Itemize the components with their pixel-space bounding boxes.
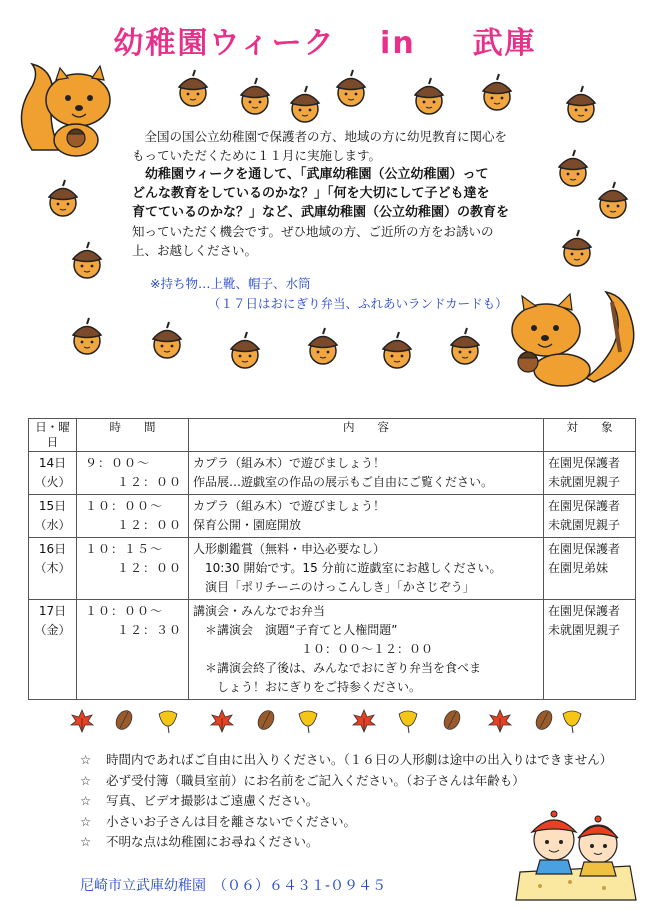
acorn-icon bbox=[564, 84, 598, 124]
row-target-line: 未就園児親子 bbox=[548, 518, 621, 532]
items-to-bring-note: （１７日はおにぎり弁当、ふれあいランドカードも） bbox=[208, 296, 508, 311]
row-content-line: １０：００～１２：００ bbox=[193, 642, 434, 656]
acorn-icon bbox=[380, 330, 414, 370]
header-day: 日・曜日 bbox=[29, 419, 77, 452]
row-time-start: ９：００～ bbox=[85, 456, 151, 470]
row-date: 14日 bbox=[38, 456, 67, 470]
acorn-icon bbox=[412, 76, 446, 116]
ginkgo-leaf-icon bbox=[156, 708, 180, 734]
footer-contact: 尼崎市立武庫幼稚園 （０６）６４３１-０９４５ bbox=[80, 878, 387, 894]
ginkgo-leaf-icon bbox=[560, 708, 584, 734]
row-content-line: ＊講演会終了後は、みんなでおにぎり弁当を食べま bbox=[193, 661, 482, 675]
row-target bbox=[544, 600, 636, 700]
acorn-icon bbox=[448, 326, 482, 366]
intro-line: 上、お越しください。 bbox=[132, 243, 258, 258]
leaves-decoration bbox=[70, 708, 580, 738]
intro-line: 幼稚園ウィークを通して、「武庫幼稚園（公立幼稚園）って bbox=[145, 167, 489, 182]
row-day bbox=[29, 452, 77, 495]
acorn-icon bbox=[150, 320, 184, 360]
note-text: 不明な点は幼稚園にお尋ねください。 bbox=[106, 834, 319, 849]
intro-line: 知っていただく機会です。ぜひ地域の方、ご近所の方をお誘いの bbox=[132, 224, 494, 239]
row-content bbox=[189, 600, 544, 700]
table-row bbox=[29, 452, 636, 495]
row-weekday: （火） bbox=[34, 475, 71, 489]
squirrel-illustration-right bbox=[502, 282, 642, 392]
row-target-line: 未就園児親子 bbox=[548, 623, 621, 637]
list-item bbox=[80, 750, 612, 771]
row-weekday: （金） bbox=[34, 623, 71, 637]
acorn-icon bbox=[306, 326, 340, 366]
row-time-end: １２：００ bbox=[116, 475, 182, 489]
acorn-icon bbox=[70, 240, 104, 280]
squirrel-illustration-left bbox=[12, 60, 122, 160]
acorn-icon bbox=[480, 72, 514, 112]
acorn-icon bbox=[560, 228, 594, 268]
items-to-bring: ※持ち物…上靴、帽子、水筒 bbox=[150, 276, 311, 291]
ginkgo-leaf-icon bbox=[396, 708, 420, 734]
star-icon: ☆ bbox=[80, 793, 92, 808]
header-time: 時 間 bbox=[77, 419, 189, 452]
row-target bbox=[544, 495, 636, 538]
star-icon: ☆ bbox=[80, 772, 92, 788]
row-content-line: 10:30 開始です。15 分前に遊戯室にお越しください。 bbox=[193, 561, 502, 575]
table-row bbox=[29, 495, 636, 538]
children-illustration bbox=[510, 802, 640, 902]
maple-leaf-icon bbox=[210, 708, 234, 734]
row-content-line: ＊講演会 演題“子育てと人権問題” bbox=[193, 623, 398, 637]
acorn-icon bbox=[556, 148, 590, 188]
star-icon: ☆ bbox=[80, 813, 92, 829]
row-target-line: 在園児保護者 bbox=[548, 499, 621, 513]
page-title: 幼稚園ウィーク in 武庫 bbox=[113, 26, 537, 61]
list-item bbox=[80, 771, 612, 792]
acorn-icon bbox=[70, 316, 104, 356]
header-content: 内 容 bbox=[189, 419, 544, 452]
row-time bbox=[77, 452, 189, 495]
intro-line: 育てているのかな？」など、武庫幼稚園（公立幼稚園）の教育を bbox=[132, 205, 510, 220]
acorn-icon bbox=[596, 180, 630, 220]
intro-text bbox=[132, 127, 552, 260]
row-content-line: 作品展…遊戯室の作品の展示もご自由にご覧ください。 bbox=[193, 475, 494, 489]
intro-line: 全国の国公立幼稚園で保護者の方、地域の方に幼児教育に関心を bbox=[144, 129, 508, 144]
row-content bbox=[189, 495, 544, 538]
row-time-start: １０：００～ bbox=[85, 604, 164, 618]
acorn-icon bbox=[288, 84, 322, 124]
row-date: 16日 bbox=[38, 542, 67, 556]
row-time-start: １０：００～ bbox=[85, 499, 164, 513]
intro-line: どんな教育をしているのかな？」「何を大切にして子ども達を bbox=[132, 186, 490, 201]
brown-leaf-icon bbox=[254, 708, 278, 734]
row-time-end: １２：３０ bbox=[116, 623, 182, 637]
note-text: 小さいお子さんは目を離さないでください。 bbox=[106, 813, 357, 829]
row-content-line: 講演会・みんなでお弁当 bbox=[193, 604, 326, 618]
row-target bbox=[544, 538, 636, 600]
table-row bbox=[29, 538, 636, 600]
acorn-icon bbox=[228, 330, 262, 370]
maple-leaf-icon bbox=[352, 708, 376, 734]
acorn-icon bbox=[176, 68, 210, 108]
row-time-end: １２：００ bbox=[116, 561, 182, 575]
note-text: 写真、ビデオ撮影はご遠慮ください。 bbox=[106, 793, 319, 808]
row-content bbox=[189, 452, 544, 495]
note-text: 時間内であればご自由に出入りください。（１６日の人形劇は途中の出入りはできません） bbox=[106, 752, 613, 767]
row-target-line: 未就園児親子 bbox=[548, 475, 621, 489]
row-weekday: （木） bbox=[34, 561, 71, 575]
brown-leaf-icon bbox=[532, 708, 556, 734]
row-target-line: 在園児保護者 bbox=[548, 456, 621, 470]
row-day bbox=[29, 538, 77, 600]
table-header-row bbox=[29, 419, 636, 452]
maple-leaf-icon bbox=[488, 708, 512, 734]
row-target-line: 在園児弟妹 bbox=[548, 561, 609, 575]
row-content-line: 人形劇鑑賞（無料・申込必要なし） bbox=[193, 542, 386, 556]
brown-leaf-icon bbox=[112, 708, 136, 734]
row-content-line: 演目「ポリチーニのけっこんしき」「かさじぞう」 bbox=[193, 580, 475, 594]
row-time-start: １０：１５～ bbox=[85, 542, 164, 556]
row-time-end: １２：００ bbox=[116, 518, 182, 532]
acorn-icon bbox=[334, 68, 368, 108]
row-day bbox=[29, 600, 77, 700]
brown-leaf-icon bbox=[440, 708, 464, 734]
note-text: 必ず受付簿（職員室前）にお名前をご記入ください。（お子さんは年齢も） bbox=[106, 772, 525, 788]
row-content-line: しょう！おにぎりをご持参ください。 bbox=[193, 680, 422, 694]
maple-leaf-icon bbox=[70, 708, 94, 734]
row-time bbox=[77, 538, 189, 600]
star-icon: ☆ bbox=[80, 752, 92, 767]
star-icon: ☆ bbox=[80, 834, 92, 849]
row-date: 17日 bbox=[38, 604, 67, 618]
row-day bbox=[29, 495, 77, 538]
row-content-line: 保育公開・園庭開放 bbox=[193, 518, 302, 532]
row-time bbox=[77, 600, 189, 700]
header-target: 対 象 bbox=[544, 419, 636, 452]
row-target bbox=[544, 452, 636, 495]
schedule-table bbox=[28, 418, 636, 700]
row-target-line: 在園児保護者 bbox=[548, 542, 621, 556]
acorn-icon bbox=[238, 76, 272, 116]
intro-line: もっていただくために１１月に実施します。 bbox=[132, 148, 382, 163]
table-row bbox=[29, 600, 636, 700]
row-date: 15日 bbox=[38, 499, 67, 513]
row-weekday: （水） bbox=[34, 518, 71, 532]
row-content bbox=[189, 538, 544, 600]
row-time bbox=[77, 495, 189, 538]
ginkgo-leaf-icon bbox=[296, 708, 320, 734]
row-content-line: カプラ（組み木）で遊びましょう！ bbox=[193, 499, 386, 513]
row-content-line: カプラ（組み木）で遊びましょう！ bbox=[193, 456, 386, 470]
row-target-line: 在園児保護者 bbox=[548, 604, 621, 618]
acorn-icon bbox=[46, 178, 80, 218]
